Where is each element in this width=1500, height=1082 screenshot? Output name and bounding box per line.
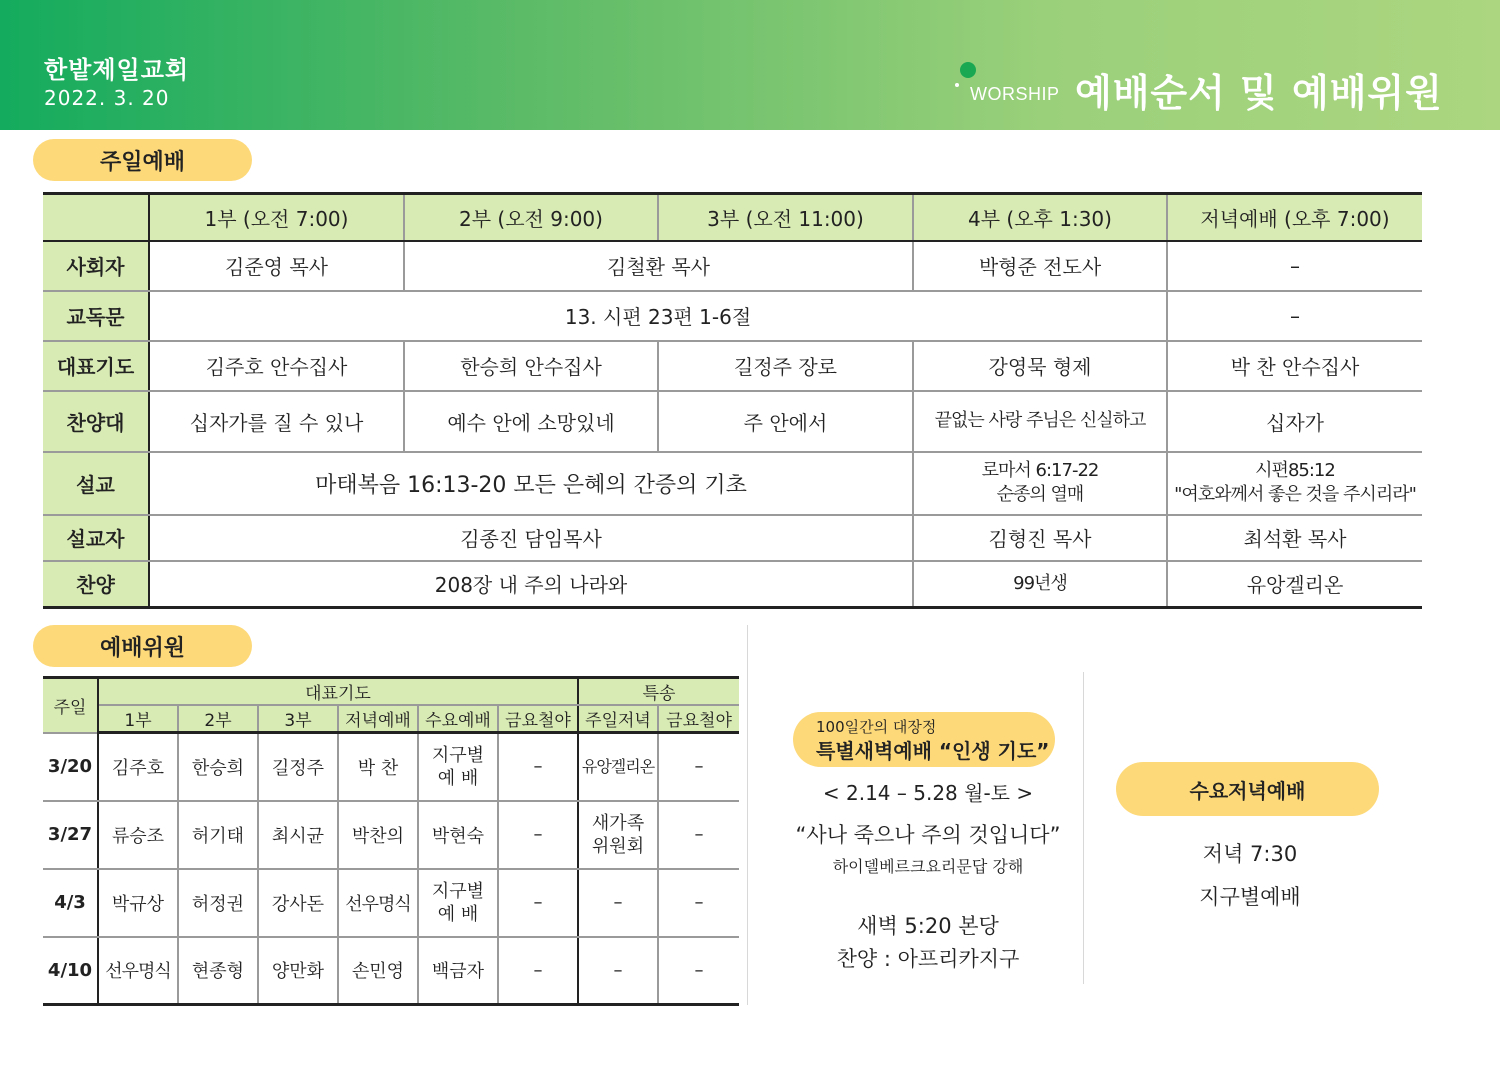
dot-icon bbox=[960, 62, 976, 78]
table-cell: – bbox=[658, 869, 739, 937]
table-cell: – bbox=[1167, 291, 1422, 341]
column-header: 2부 (오전 9:00) bbox=[404, 194, 658, 241]
table-row bbox=[43, 291, 1422, 341]
committee-pill bbox=[33, 625, 252, 667]
table-cell: 한승희 안수집사 bbox=[404, 341, 658, 391]
table-cell: 끝없는 사랑 주님은 신실하고 bbox=[913, 391, 1167, 452]
cell-line: 예 배 bbox=[437, 767, 479, 789]
wednesday-place: 지구별예배 bbox=[1199, 885, 1301, 909]
table-cell: 208장 내 주의 나라와 bbox=[149, 561, 913, 608]
table-cell: 허기태 bbox=[178, 801, 258, 869]
table-cell: – bbox=[498, 869, 578, 937]
small-dot-icon bbox=[955, 83, 959, 87]
table-cell: – bbox=[578, 937, 658, 1005]
table-cell: – bbox=[658, 937, 739, 1005]
table-row bbox=[43, 341, 1422, 391]
table-row bbox=[43, 937, 739, 1005]
table-cell: 류승조 bbox=[98, 801, 178, 869]
row-date: 4/3 bbox=[43, 869, 98, 937]
group-header: 대표기도 bbox=[98, 678, 578, 706]
wednesday-worship-pill bbox=[1116, 762, 1379, 816]
table-cell: 길정주 bbox=[258, 733, 338, 801]
row-label: 대표기도 bbox=[43, 341, 149, 391]
cell-line: 위원회 bbox=[591, 835, 645, 857]
table-cell: 십자가 bbox=[1167, 391, 1422, 452]
sermon-passage: 로마서 6:17-22 bbox=[981, 460, 1099, 481]
table-cell: 박 찬 안수집사 bbox=[1167, 341, 1422, 391]
row-date: 3/27 bbox=[43, 801, 98, 869]
table-cell bbox=[578, 801, 658, 869]
table-cell: 유앙겔리온 bbox=[1167, 561, 1422, 608]
table-cell bbox=[1167, 452, 1422, 515]
cell-line: 지구별 bbox=[431, 880, 485, 902]
row-label: 사회자 bbox=[43, 241, 149, 291]
row-label: 찬양 bbox=[43, 561, 149, 608]
table-cell: 박형준 전도사 bbox=[913, 241, 1167, 291]
sermon-title: "여호와께서 좋은 것을 주시리라" bbox=[1174, 484, 1416, 505]
table-header-row bbox=[43, 705, 739, 733]
dawn-prayer-dates: < 2.14 – 5.28 월-토 > bbox=[822, 781, 1034, 805]
column-header: 금요철야 bbox=[498, 705, 578, 733]
group-header: 특송 bbox=[578, 678, 739, 706]
table-cell: 김주호 bbox=[98, 733, 178, 801]
table-cell: 십자가를 질 수 있나 bbox=[149, 391, 404, 452]
corner-cell: 주일 bbox=[43, 678, 98, 733]
table-cell: 양만화 bbox=[258, 937, 338, 1005]
committee-table bbox=[43, 676, 739, 1006]
column-header: 1부 (오전 7:00) bbox=[149, 194, 404, 241]
table-cell: 허정권 bbox=[178, 869, 258, 937]
table-row bbox=[43, 391, 1422, 452]
table-cell: 박찬의 bbox=[338, 801, 418, 869]
table-cell: 강영묵 형제 bbox=[913, 341, 1167, 391]
row-label: 설교자 bbox=[43, 515, 149, 561]
cell-line: 새가족 bbox=[591, 812, 645, 834]
table-cell: – bbox=[578, 869, 658, 937]
table-cell: 최석환 목사 bbox=[1167, 515, 1422, 561]
table-cell: 박현숙 bbox=[418, 801, 498, 869]
column-header: 3부 bbox=[258, 705, 338, 733]
table-row bbox=[43, 561, 1422, 608]
table-cell bbox=[418, 869, 498, 937]
column-header: 2부 bbox=[178, 705, 258, 733]
dawn-prayer-title: 특별새벽예배 “인생 기도” bbox=[816, 739, 1050, 763]
table-cell: – bbox=[498, 937, 578, 1005]
sermon-passage: 시편85:12 bbox=[1255, 460, 1335, 481]
table-cell: – bbox=[658, 801, 739, 869]
table-cell: 현종형 bbox=[178, 937, 258, 1005]
table-row bbox=[43, 515, 1422, 561]
table-cell: 13. 시편 23편 1-6절 bbox=[149, 291, 1167, 341]
table-cell: 김형진 목사 bbox=[913, 515, 1167, 561]
table-cell: 선우명식 bbox=[338, 869, 418, 937]
section-label: WORSHIP bbox=[970, 84, 1060, 104]
table-cell: 마태복음 16:13-20 모든 은혜의 간증의 기초 bbox=[149, 452, 913, 515]
table-cell: 선우명식 bbox=[98, 937, 178, 1005]
table-row bbox=[43, 801, 739, 869]
dawn-prayer-subtitle: 100일간의 대장정 bbox=[816, 718, 937, 736]
column-header: 주일저녁 bbox=[578, 705, 658, 733]
dawn-prayer-time: 새벽 5:20 본당 bbox=[857, 914, 999, 938]
table-cell: 한승희 bbox=[178, 733, 258, 801]
table-cell: 길정주 장로 bbox=[658, 341, 913, 391]
table-cell: 김종진 담임목사 bbox=[149, 515, 913, 561]
table-row bbox=[43, 452, 1422, 515]
row-label: 설교 bbox=[43, 452, 149, 515]
table-row bbox=[43, 241, 1422, 291]
sunday-worship-pill bbox=[33, 139, 252, 181]
row-date: 3/20 bbox=[43, 733, 98, 801]
table-cell: 박규상 bbox=[98, 869, 178, 937]
dawn-prayer-lecture: 하이델베르크요리문답 강해 bbox=[832, 857, 1024, 876]
column-header: 수요예배 bbox=[418, 705, 498, 733]
table-cell bbox=[578, 733, 658, 801]
row-label: 교독문 bbox=[43, 291, 149, 341]
table-row bbox=[43, 869, 739, 937]
wednesday-time: 저녁 7:30 bbox=[1202, 842, 1298, 866]
table-cell: 예수 안에 소망있네 bbox=[404, 391, 658, 452]
table-cell: 주 안에서 bbox=[658, 391, 913, 452]
column-header: 저녁예배 (오후 7:00) bbox=[1167, 194, 1422, 241]
column-header: 1부 bbox=[98, 705, 178, 733]
cell-line: 유앙겔리온 bbox=[581, 757, 655, 777]
column-header: 금요철야 bbox=[658, 705, 739, 733]
sermon-title: 순종의 열매 bbox=[996, 484, 1084, 505]
corner-cell bbox=[43, 194, 149, 241]
page-title: 예배순서 및 예배위원 bbox=[1075, 71, 1443, 115]
table-cell: – bbox=[498, 733, 578, 801]
table-cell bbox=[418, 733, 498, 801]
column-header: 4부 (오후 1:30) bbox=[913, 194, 1167, 241]
table-cell: 최시균 bbox=[258, 801, 338, 869]
wednesday-worship-label: 수요저녁예배 bbox=[1189, 778, 1306, 803]
table-cell: 99년생 bbox=[913, 561, 1167, 608]
table-header-row bbox=[43, 678, 739, 706]
dawn-prayer-theme: “사나 죽으나 주의 것입니다” bbox=[795, 823, 1061, 847]
table-cell bbox=[913, 452, 1167, 515]
table-cell: 백금자 bbox=[418, 937, 498, 1005]
cell-line: 지구별 bbox=[431, 744, 485, 766]
row-label: 찬양대 bbox=[43, 391, 149, 452]
table-cell: – bbox=[498, 801, 578, 869]
bulletin-date: 2022. 3. 20 bbox=[44, 86, 170, 110]
sunday-worship-label: 주일예배 bbox=[99, 149, 185, 175]
table-cell: 손민영 bbox=[338, 937, 418, 1005]
table-cell: 박 찬 bbox=[338, 733, 418, 801]
dawn-prayer-praise: 찬양 : 아프리카지구 bbox=[836, 947, 1020, 971]
table-row bbox=[43, 733, 739, 801]
table-cell: 강사돈 bbox=[258, 869, 338, 937]
column-header: 저녁예배 bbox=[338, 705, 418, 733]
table-cell: – bbox=[658, 733, 739, 801]
sunday-schedule-table bbox=[43, 192, 1422, 609]
column-header: 3부 (오전 11:00) bbox=[658, 194, 913, 241]
table-cell: 김주호 안수집사 bbox=[149, 341, 404, 391]
table-cell: 김철환 목사 bbox=[404, 241, 913, 291]
cell-line: 예 배 bbox=[437, 903, 479, 925]
table-cell: 김준영 목사 bbox=[149, 241, 404, 291]
church-name: 한밭제일교회 bbox=[44, 56, 190, 84]
row-date: 4/10 bbox=[43, 937, 98, 1005]
header-banner bbox=[0, 0, 1500, 130]
committee-label: 예배위원 bbox=[99, 635, 185, 661]
table-cell: – bbox=[1167, 241, 1422, 291]
table-header-row bbox=[43, 194, 1422, 241]
